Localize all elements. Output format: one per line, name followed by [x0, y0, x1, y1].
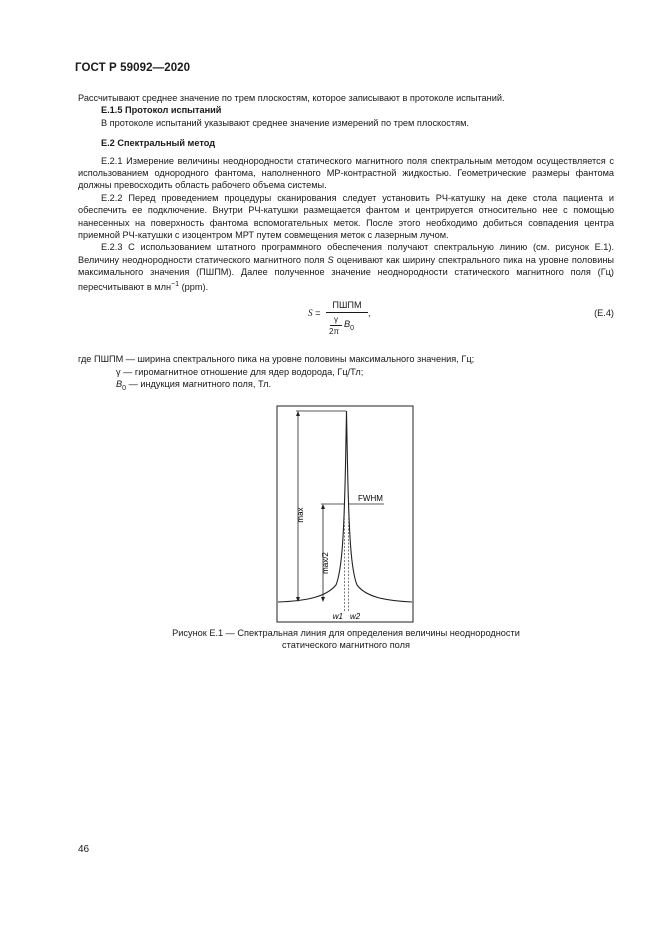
formula-trail: ,: [368, 308, 371, 319]
max-arrow-head-top: [296, 411, 300, 416]
definition-b0: $B_0$ — индукция магнитного поля, Тл.: [116, 378, 272, 392]
label-fwhm: FWHM: [358, 494, 383, 503]
paragraph-e22: E.2.2 Перед проведением процедуры сканирования следует установить РЧ-катушку на деке стола пациента и обеспечить ее подключение. Внутри РЧ-катушки размещается фантом и центрируется относительно нее с помощью нанесенных на поверхность фантома вспомогательных меток. После этого необходимо добиться совпадения центра приемной РЧ-катушки с изоцентром МРТ путем совмещения меток с лазерным лучом.: [78, 192, 614, 241]
formula-gamma: γ: [334, 315, 338, 325]
page-number: 46: [78, 844, 90, 855]
formula-numerator: ПШПМ: [332, 300, 362, 311]
half-arrow-head-bottom: [321, 597, 325, 602]
section-heading-e15: E.1.5 Протокол испытаний: [101, 105, 222, 116]
paragraph-e23-part2: оценивают как ширину спектрального пика на уровне половины максимального значения (ПШПМ). Далее полученное значение неоднородности статического магнитного поля (Гц) пересчитывают в млн: [78, 254, 614, 292]
label-max-half: max/2: [321, 552, 330, 574]
formula-b0: $B_0$: [344, 319, 355, 332]
paragraph-e23-part3: (ppm).: [179, 281, 209, 292]
fraction-bar: [326, 312, 368, 313]
section-heading-e2: E.2 Спектральный метод: [101, 138, 216, 149]
formula-lhs: S =: [308, 308, 321, 319]
label-max: max: [296, 507, 305, 523]
symbol-definitions: [78, 353, 614, 395]
definition-fwhm: где ПШПМ — ширина спектрального пика на уровне половины максимального значения, Гц;: [78, 354, 475, 365]
label-w2: w2: [350, 612, 361, 621]
spectral-line-plot: [276, 405, 414, 623]
figure-spectral-line: [276, 405, 414, 623]
figure-caption-line2: статического магнитного поля: [282, 640, 410, 651]
paragraph-test-report: В протоколе испытаний указывают среднее значение измерений по трем плоскостям.: [101, 117, 469, 128]
superscript-minus-one: −1: [171, 280, 180, 288]
paragraph-e23-part1: E.2.3 С использованием штатного программного обеспечения получают спектральную линию (см. рисунок Е.1). Величину неоднородности статического магнитного поля: [78, 242, 614, 265]
paragraph-e23: [78, 241, 614, 293]
figure-caption: [78, 627, 614, 652]
definition-gamma: γ — гиромагнитное отношение для ядер водорода, Гц/Тл;: [116, 366, 364, 377]
paragraph-e21: E.2.1 Измерение величины неоднородности статического магнитного поля спектральным методом осуществляется с использованием однородного фантома, наполненного МР-контрастной жидкостью. Геометрические размеры фантома должны превосходить область рабочего объема системы.: [78, 155, 614, 191]
document-body: [78, 92, 614, 395]
label-w1: w1: [332, 612, 343, 621]
formula-body: [308, 299, 398, 351]
paragraph-average-planes: Рассчитывают среднее значение по трем плоскостям, которое записывают в протоколе испытаний.: [78, 93, 505, 103]
symbol-s: S: [327, 254, 334, 265]
half-arrow-head-top: [321, 504, 325, 509]
formula-e4: [78, 299, 614, 351]
max-arrow-head-bottom: [296, 597, 300, 602]
document-header: ГОСТ Р 59092—2020: [75, 62, 191, 74]
figure-caption-line1: Рисунок Е.1 — Спектральная линия для определения величины неоднородности: [172, 628, 520, 638]
formula-two-pi: 2π: [329, 327, 339, 337]
equation-number: (E.4): [594, 308, 614, 319]
